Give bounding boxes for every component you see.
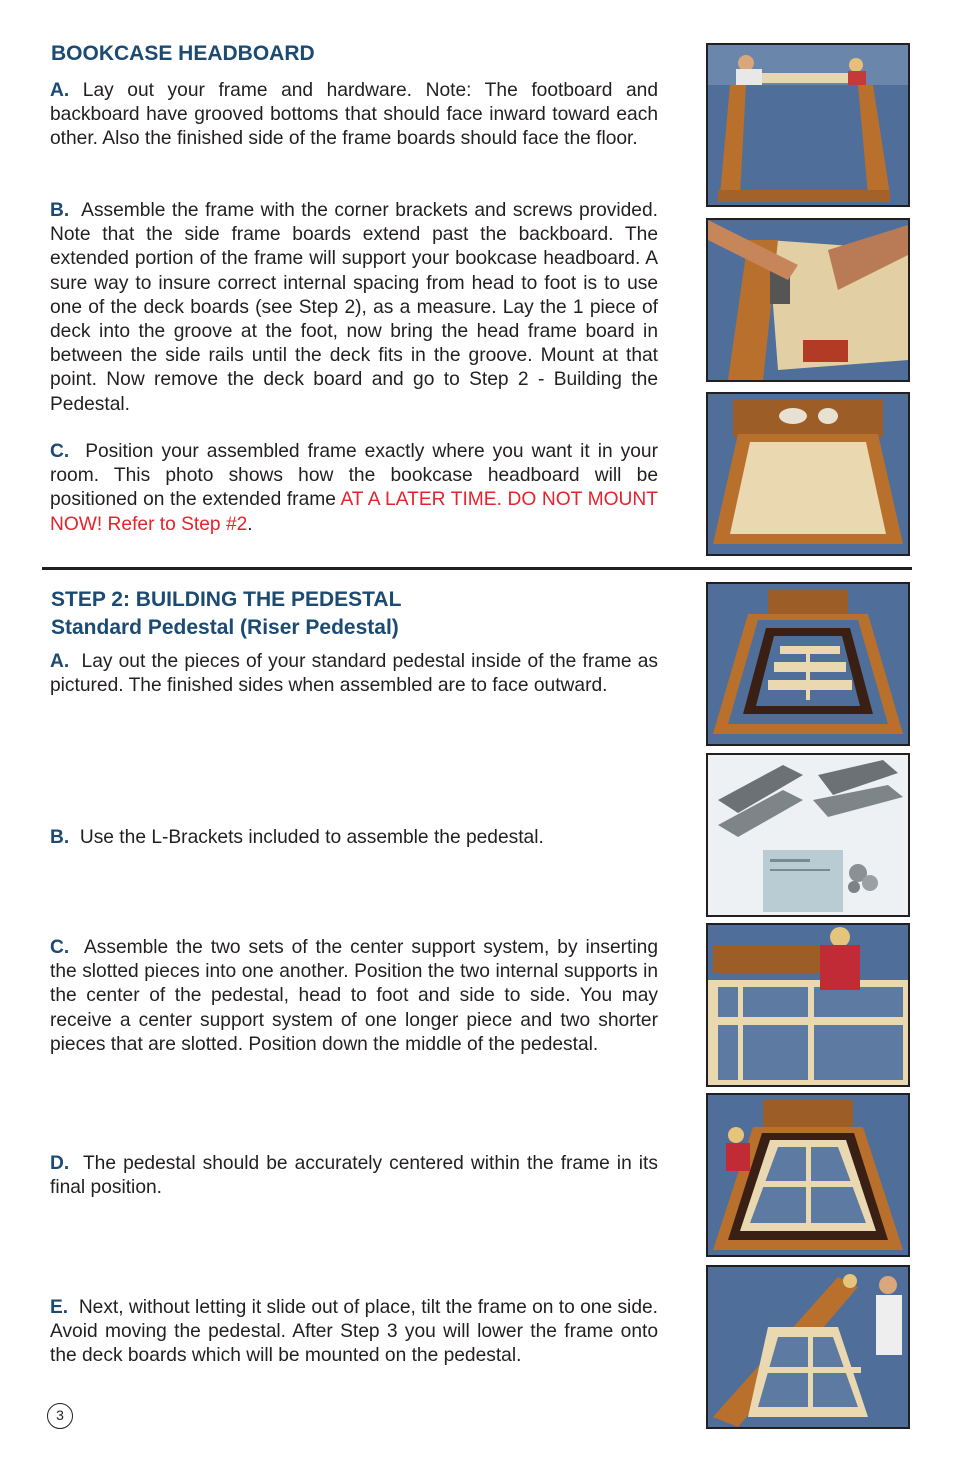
step-text-end: . [247,513,253,535]
step-text: Use the L-Brackets included to assemble the pedestal. [79,827,544,848]
section-title-building-pedestal [51,586,401,642]
step-2c-paragraph [50,936,658,1057]
step-1b-paragraph [50,199,658,417]
step-label: C. [50,441,70,462]
step-text: Next, without letting it slide out of place, tilt the frame on to one side. Avoid moving the pedestal. After Step 3 you will lower the frame onto the deck boards which will be mounted on the pedestal. [50,1297,658,1367]
warning-text: AT A LATER TIME. DO NOT MOUNT NOW! Refer to Step #2 [50,489,658,535]
photo-l-brackets-hardware [706,753,910,917]
step-label: E. [50,1297,69,1318]
step-1a-paragraph [50,79,658,152]
photo-center-support-assembly [706,923,910,1087]
photo-pedestal-pieces-laid-out [706,582,910,746]
section-divider [42,567,912,570]
step-label: D. [50,1153,70,1174]
step-text: The pedestal should be accurately centered within the frame in its final position. [50,1153,658,1199]
step-text: Assemble the frame with the corner brackets and screws provided. Note that the side frame boards extend past the backboard. The extended portion of the frame will support your bookcase headboard. A sure way to insure correct internal spacing from head to foot is to use one of the deck boards (see Step 2), as a measure. Lay the 1 piece of deck into the groove at the foot, now bring the head frame board in between the side rails until the deck fits in the groove. Mount at that point. Now remove the deck board and go to Step 2 - Building the Pedestal. [50,200,658,415]
step-2b-paragraph [50,826,658,850]
photo-pedestal-centered [706,1093,910,1257]
photo-headboard-positioned [706,392,910,556]
step-2d-paragraph [50,1152,658,1200]
photo-corner-bracket-assembly [706,218,910,382]
step-label: C. [50,937,70,958]
step-label: A. [50,651,70,672]
step-2e-paragraph [50,1296,658,1369]
photo-frame-layout [706,43,910,207]
page-number: 3 [47,1403,73,1429]
section-subheading: Standard Pedestal (Riser Pedestal) [51,616,399,639]
step-text: Position your assembled frame exactly where you want it in your room. This photo shows how the bookcase headboard will be positioned on the extended frame [50,441,658,511]
step-text: Lay out the pieces of your standard pedestal inside of the frame as pictured. The finished sides when assembled are to face outward. [50,651,658,697]
photo-frame-tilted [706,1265,910,1429]
section-title-bookcase-headboard: BOOKCASE HEADBOARD [51,42,315,65]
step-1c-paragraph [50,440,658,537]
step-label: B. [50,827,70,848]
step-2a-paragraph [50,650,658,698]
step-text: Lay out your frame and hardware. Note: The footboard and backboard have grooved bottoms that should face inward toward each other. Also the finished side of the frame boards should face the floor. [50,80,658,150]
step-label: B. [50,200,70,221]
section-heading: STEP 2: BUILDING THE PEDESTAL [51,588,402,611]
step-text: Assemble the two sets of the center support system, by inserting the slotted pieces into one another. Position the two internal supports in the center of the pedestal, head to foot and side to side. You may receive a center support system of one longer piece and two shorter pieces that are slotted. Position down the middle of the pedestal. [50,937,658,1055]
step-label: A. [50,80,70,101]
